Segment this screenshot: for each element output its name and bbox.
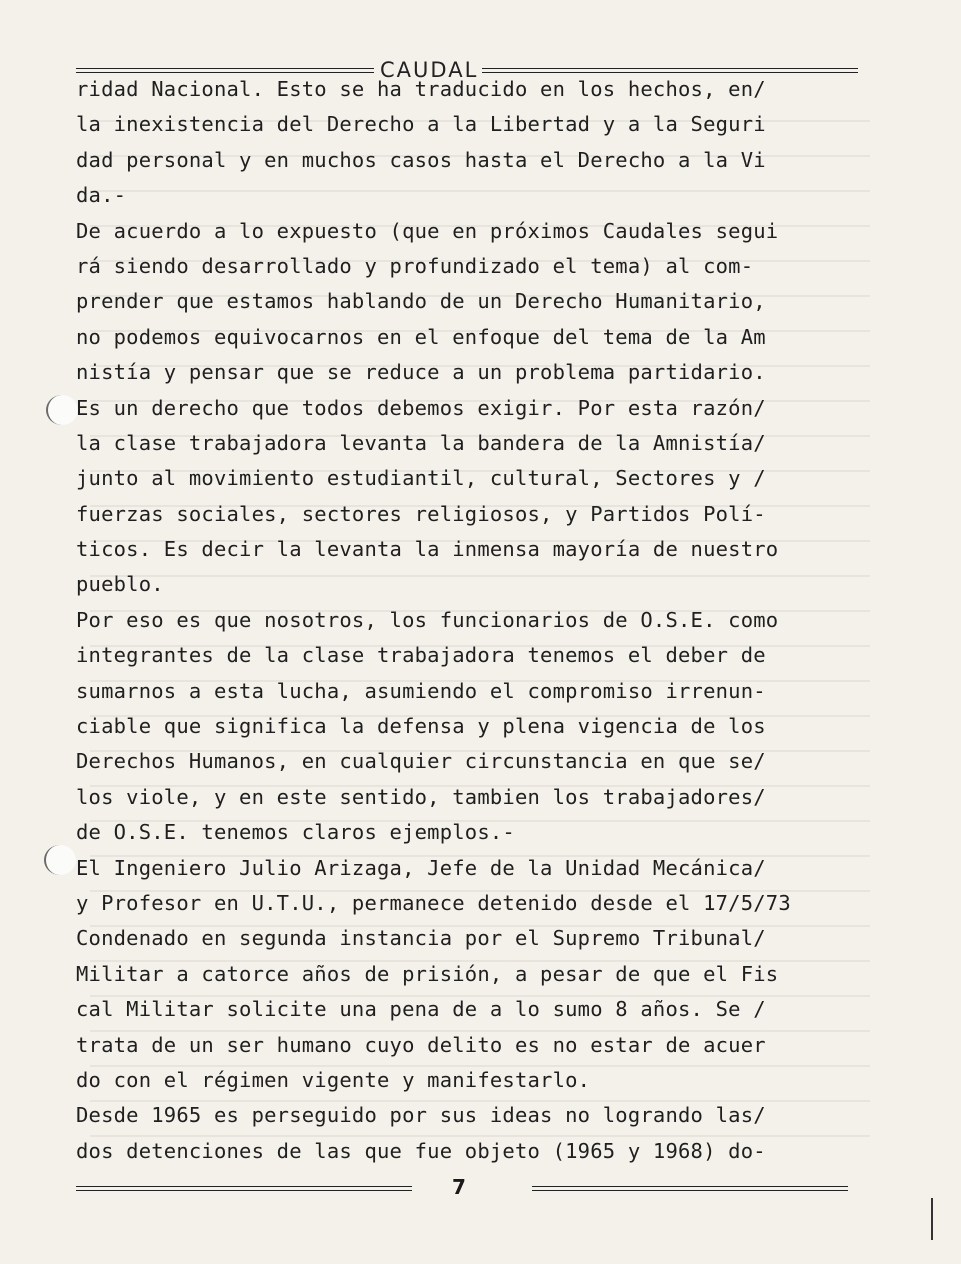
text-line: la clase trabajadora levanta la bandera de la Amnistía/ (76, 430, 766, 455)
page-number: 7 (452, 1175, 466, 1199)
text-line: Desde 1965 es perseguido por sus ideas no logrando las/ (76, 1103, 766, 1128)
text-line: ticos. Es decir la levanta la inmensa mayoría de nuestro (76, 537, 779, 562)
text-line: El Ingeniero Julio Arizaga, Jefe de la Unidad Mecánica/ (76, 855, 766, 880)
text-line: sumarnos a esta lucha, asumiendo el compromiso irrenun- (76, 678, 766, 703)
text-line: ciable que significa la defensa y plena vigencia de los (76, 714, 766, 739)
publication-title: CAUDAL (380, 58, 479, 82)
text-line: De acuerdo a lo expuesto (que en próximos Caudales segui (76, 218, 779, 243)
punch-hole-lower (44, 845, 76, 875)
text-line: la inexistencia del Derecho a la Libertad y a la Seguri (76, 112, 766, 137)
text-line: no podemos equivocarnos en el enfoque del tema de la Am (76, 324, 766, 349)
text-line: prender que estamos hablando de un Derecho Humanitario, (76, 289, 766, 314)
text-line: da.- (76, 183, 127, 208)
text-line: dad personal y en muchos casos hasta el Derecho a la Vi (76, 147, 766, 172)
body-text (76, 72, 896, 1169)
text-line: Por eso es que nosotros, los funcionarios de O.S.E. como (76, 607, 779, 632)
text-line: y Profesor en U.T.U., permanece detenido desde el 17/5/73 (76, 890, 791, 915)
footer-rule-right (532, 1186, 848, 1191)
text-line: Condenado en segunda instancia por el Supremo Tribunal/ (76, 926, 766, 951)
text-line: Es un derecho que todos debemos exigir. Por esta razón/ (76, 395, 766, 420)
text-line: ridad Nacional. Esto se ha traducido en los hechos, en/ (76, 77, 766, 101)
text-line: do con el régimen vigente y manifestarlo. (76, 1067, 591, 1092)
text-line: pueblo. (76, 572, 164, 597)
margin-mark (931, 1198, 933, 1240)
text-line: integrantes de la clase trabajadora tenemos el deber de (76, 643, 766, 668)
text-line: Derechos Humanos, en cualquier circunstancia en que se/ (76, 749, 766, 774)
footer-rule-left (76, 1186, 412, 1191)
page-footer (76, 1175, 856, 1199)
text-line: Militar a catorce años de prisión, a pesar de que el Fis (76, 961, 779, 986)
text-line: de O.S.E. tenemos claros ejemplos.- (76, 820, 515, 845)
text-line: cal Militar solicite una pena de a lo sumo 8 años. Se / (76, 997, 766, 1022)
text-line: nistía y pensar que se reduce a un problema partidario. (76, 360, 766, 385)
text-line: junto al movimiento estudiantil, cultural, Sectores y / (76, 466, 766, 491)
text-line: trata de un ser humano cuyo delito es no estar de acuer (76, 1032, 766, 1057)
text-line: los viole, y en este sentido, tambien los trabajadores/ (76, 784, 766, 809)
text-line: rá siendo desarrollado y profundizado el tema) al com- (76, 253, 754, 278)
punch-hole-upper (46, 395, 78, 425)
text-line: fuerzas sociales, sectores religiosos, y Partidos Polí- (76, 501, 766, 526)
text-line: dos detenciones de las que fue objeto (1965 y 1968) do- (76, 1138, 766, 1163)
